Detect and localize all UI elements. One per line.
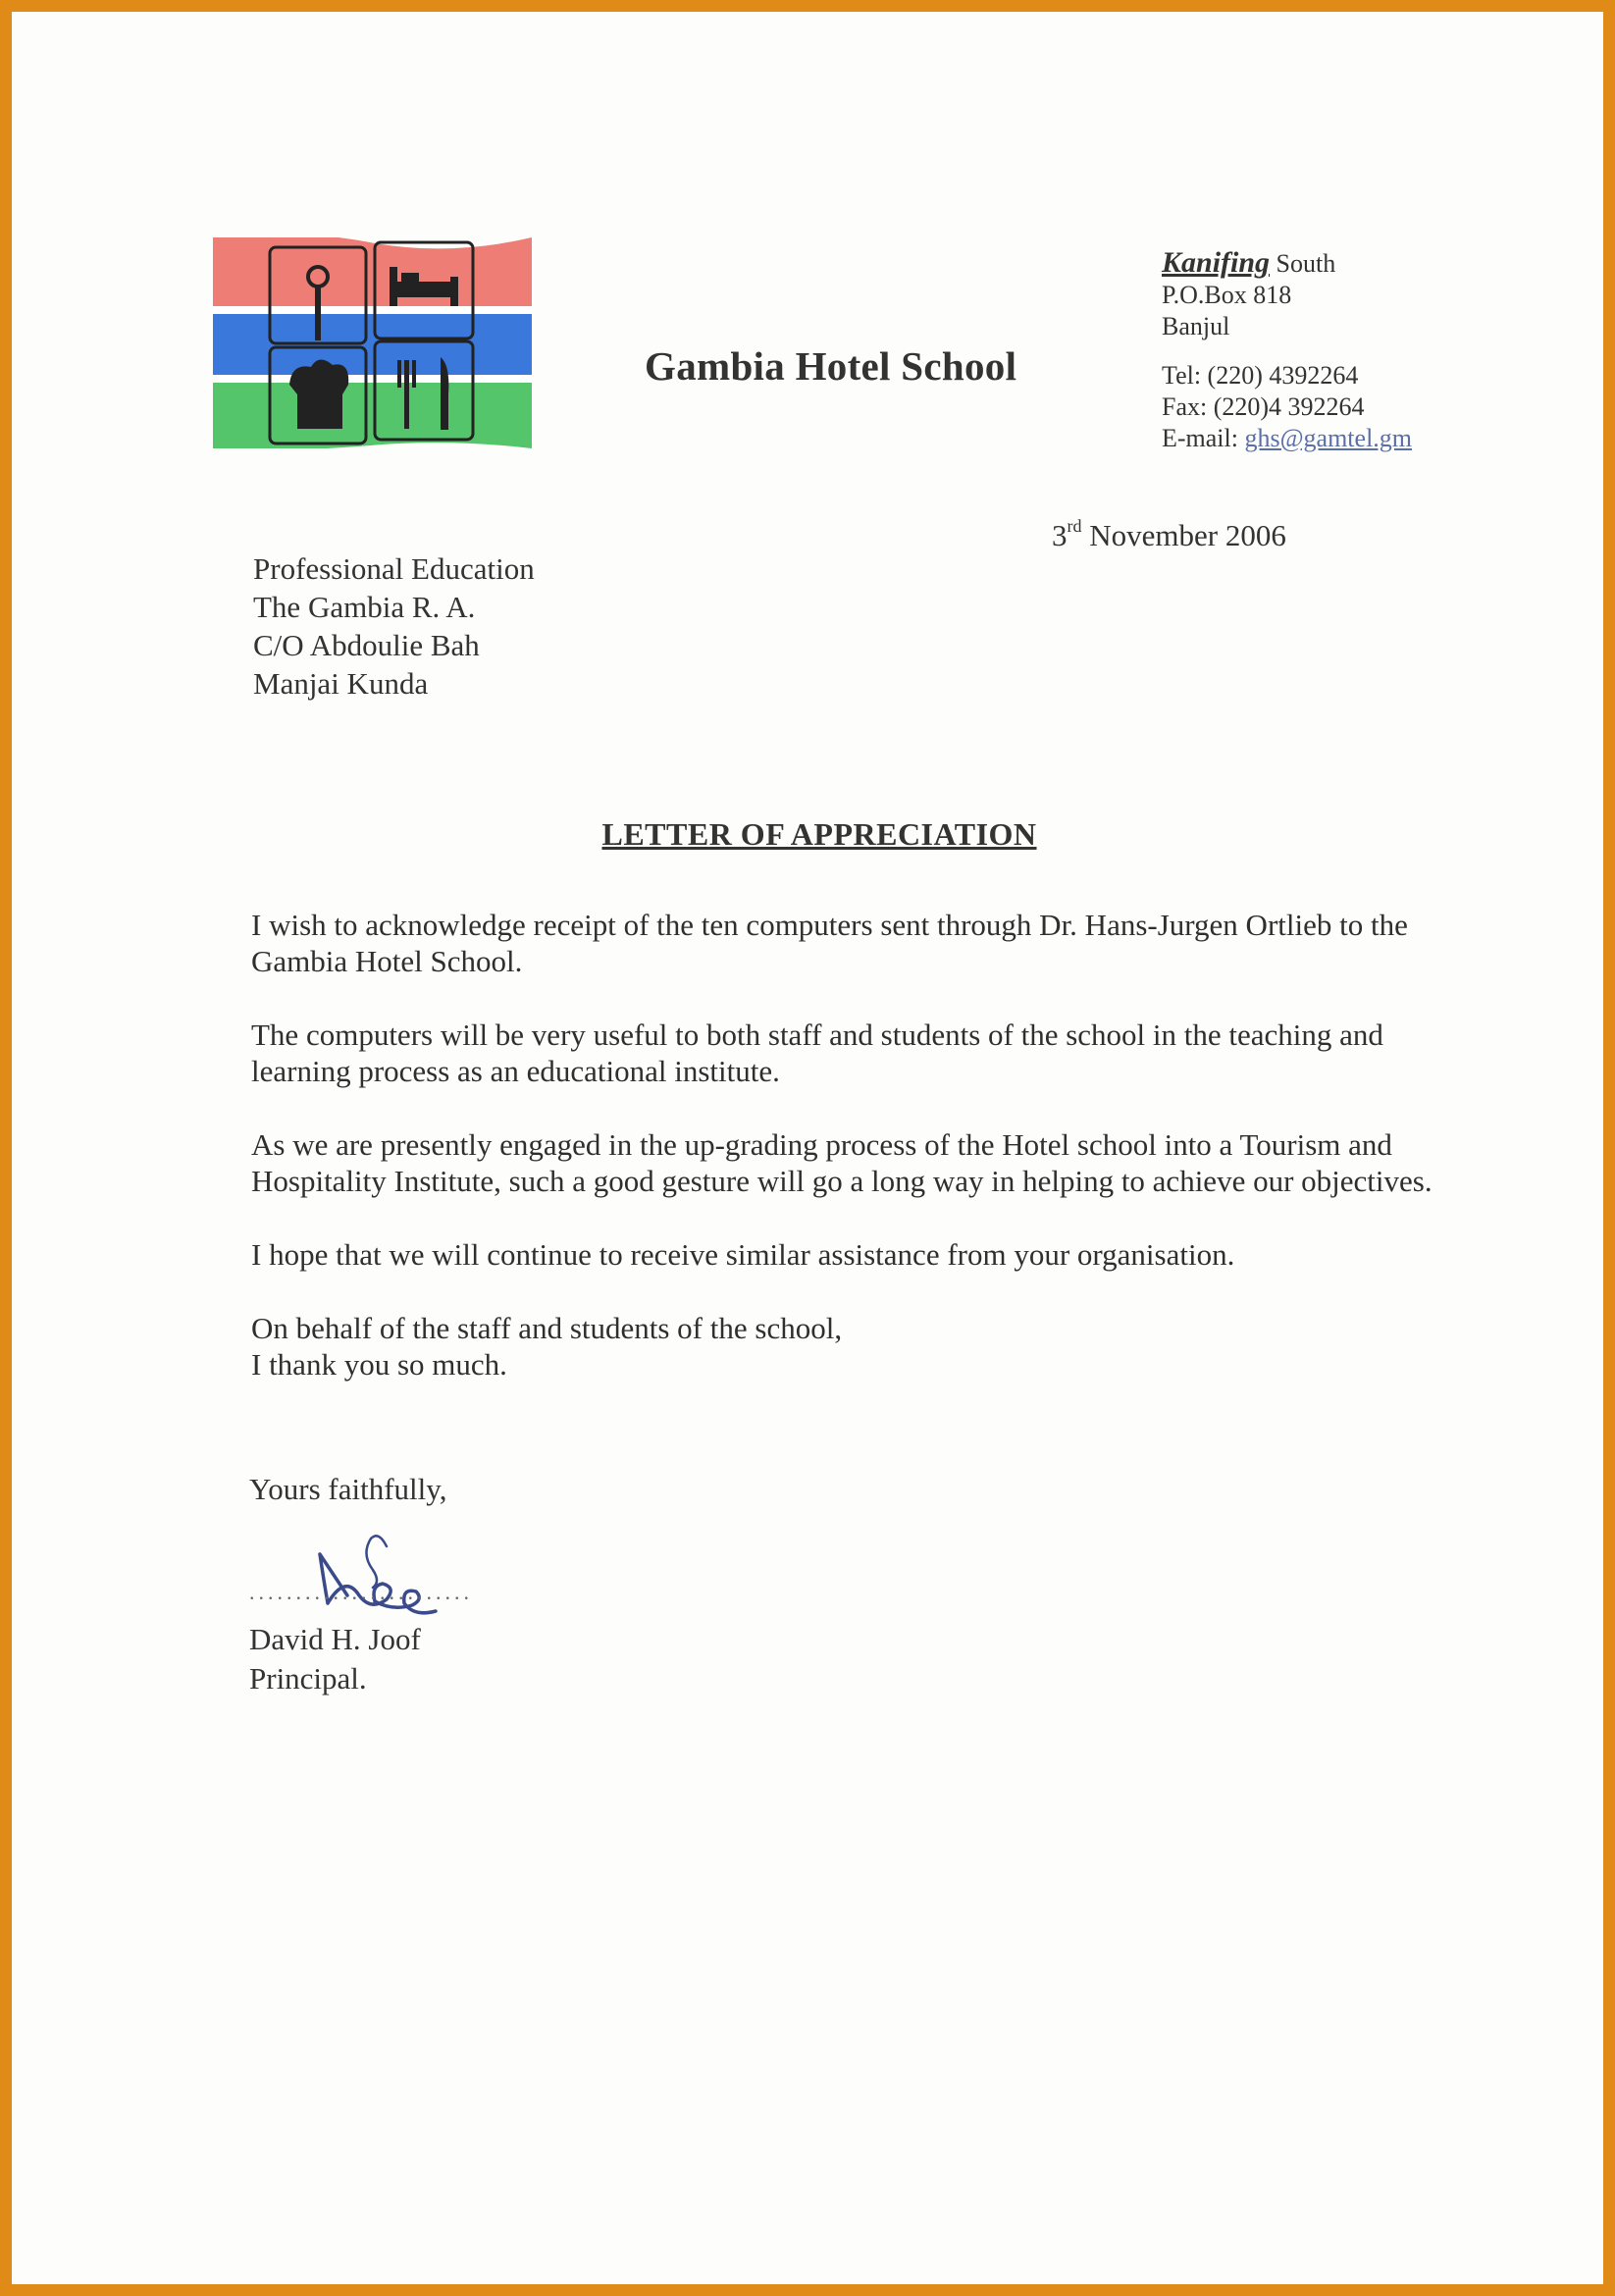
signatory-title: Principal. <box>249 1661 367 1696</box>
closing-salutation: Yours faithfully, <box>249 1472 447 1506</box>
address-street: Kanifing South <box>1162 246 1336 279</box>
signature-block <box>249 1470 495 1698</box>
recipient-line: Manjai Kunda <box>253 666 429 701</box>
address-city: Banjul <box>1162 312 1230 340</box>
signature-dotted-line: ........................ <box>249 1580 473 1604</box>
address-tel: Tel: (220) 4392264 <box>1162 361 1359 390</box>
school-logo-icon <box>213 237 532 448</box>
signatory-name: David H. Joof <box>249 1622 421 1656</box>
body-paragraph: I hope that we will continue to receive similar assistance from your organisation. <box>251 1237 1235 1272</box>
flag-red-band <box>213 237 532 306</box>
address-fax: Fax: (220)4 392264 <box>1162 392 1365 421</box>
flag-blue-band <box>213 314 532 375</box>
body-paragraph: The computers will be very useful to both staff and students of the school in the teaching and learning process as an educational institute. <box>251 1018 1383 1088</box>
signature-area <box>249 1527 495 1620</box>
school-name: Gambia Hotel School <box>645 343 1017 389</box>
flag-white-band-2 <box>213 375 532 383</box>
recipient-line: The Gambia R. A. <box>253 590 476 624</box>
recipient-line: Professional Education <box>253 551 535 586</box>
letter-date: 3rd November 2006 <box>1052 516 1286 552</box>
address-po-box: P.O.Box 818 <box>1162 281 1292 309</box>
letter-subject: LETTER OF APPRECIATION <box>601 816 1037 852</box>
body-paragraph: I wish to acknowledge receipt of the ten computers sent through Dr. Hans-Jurgen Ortlieb to the Gambia Hotel School. <box>251 908 1408 978</box>
recipient-line: C/O Abdoulie Bah <box>253 628 480 662</box>
email-link[interactable]: ghs@gamtel.gm <box>1244 424 1413 452</box>
flag-white-band <box>213 306 532 314</box>
body-paragraph: On behalf of the staff and students of the school, I thank you so much. <box>251 1311 843 1382</box>
letter-body <box>251 907 1458 1420</box>
address-email-line: E-mail: ghs@gamtel.gm <box>1162 424 1413 452</box>
flag-green-band <box>213 383 532 448</box>
letterhead-address <box>1162 247 1412 454</box>
body-paragraph: As we are presently engaged in the up-grading process of the Hotel school into a Tourism and Hospitality Institute, such a good gesture will go a long way in helping to achieve our objectives. <box>251 1127 1433 1198</box>
recipient-address <box>253 549 535 703</box>
